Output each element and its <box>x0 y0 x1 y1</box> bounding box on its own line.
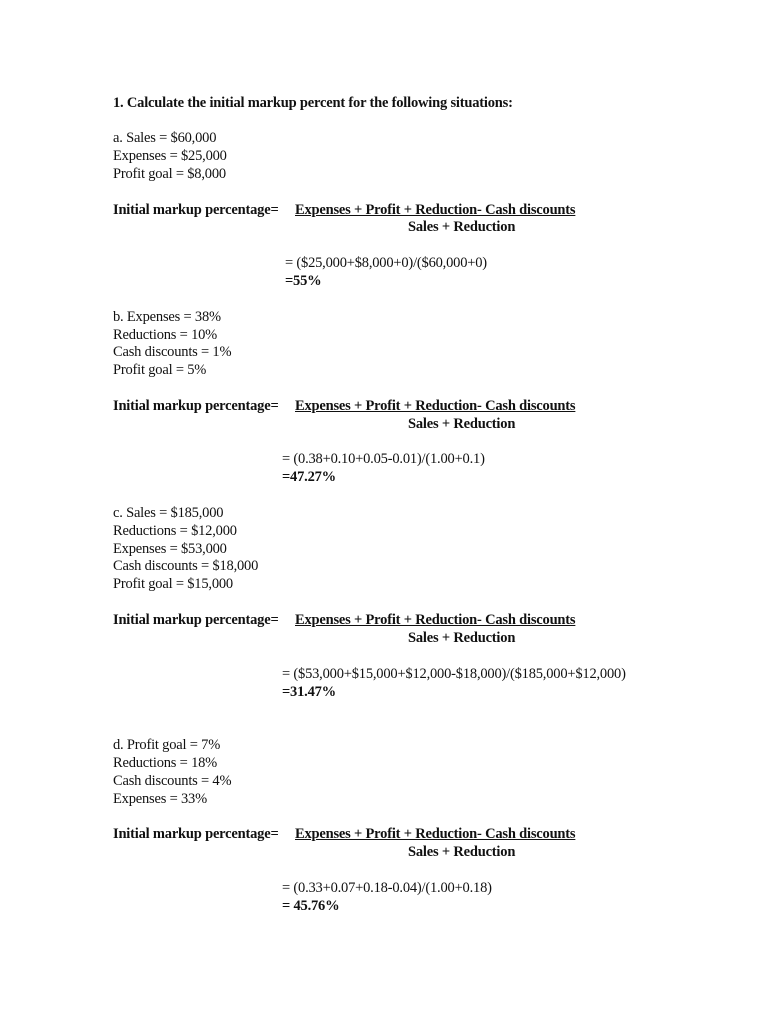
formula-label: Initial markup percentage= <box>113 612 279 628</box>
given-line: Cash discounts = 1% <box>113 344 232 360</box>
formula-denominator: Sales + Reduction <box>408 630 516 646</box>
given-line: Cash discounts = $18,000 <box>113 558 259 574</box>
formula-denominator: Sales + Reduction <box>408 219 516 235</box>
result: = 45.76% <box>282 898 340 914</box>
calculation: = (0.38+0.10+0.05-0.01)/(1.00+0.1) <box>282 451 485 467</box>
result: =55% <box>285 273 322 289</box>
given-line: d. Profit goal = 7% <box>113 737 221 753</box>
given-line: a. Sales = $60,000 <box>113 130 217 146</box>
given-line: Expenses = 33% <box>113 791 207 807</box>
given-line: Reductions = 10% <box>113 327 218 343</box>
formula-label: Initial markup percentage= <box>113 826 279 842</box>
given-line: Reductions = 18% <box>113 755 218 771</box>
formula-numerator: Expenses + Profit + Reduction- Cash discounts <box>295 202 576 218</box>
given-line: Reductions = $12,000 <box>113 523 237 539</box>
calculation: = ($25,000+$8,000+0)/($60,000+0) <box>285 255 487 271</box>
question-heading: 1. Calculate the initial markup percent for the following situations: <box>113 95 513 111</box>
calculation: = (0.33+0.07+0.18-0.04)/(1.00+0.18) <box>282 880 492 896</box>
given-line: Expenses = $25,000 <box>113 148 227 164</box>
given-line: Profit goal = 5% <box>113 362 207 378</box>
result: =47.27% <box>282 469 336 485</box>
given-line: b. Expenses = 38% <box>113 309 221 325</box>
given-line: Profit goal = $15,000 <box>113 576 233 592</box>
formula-numerator: Expenses + Profit + Reduction- Cash discounts <box>295 826 576 842</box>
given-line: Profit goal = $8,000 <box>113 166 226 182</box>
given-line: Cash discounts = 4% <box>113 773 232 789</box>
formula-label: Initial markup percentage= <box>113 398 279 414</box>
formula-numerator: Expenses + Profit + Reduction- Cash discounts <box>295 612 576 628</box>
formula-label: Initial markup percentage= <box>113 202 279 218</box>
formula-numerator: Expenses + Profit + Reduction- Cash discounts <box>295 398 576 414</box>
result: =31.47% <box>282 684 336 700</box>
calculation: = ($53,000+$15,000+$12,000-$18,000)/($185,000+$12,000) <box>282 666 626 682</box>
given-line: c. Sales = $185,000 <box>113 505 224 521</box>
formula-denominator: Sales + Reduction <box>408 416 516 432</box>
formula-denominator: Sales + Reduction <box>408 844 516 860</box>
given-line: Expenses = $53,000 <box>113 541 227 557</box>
